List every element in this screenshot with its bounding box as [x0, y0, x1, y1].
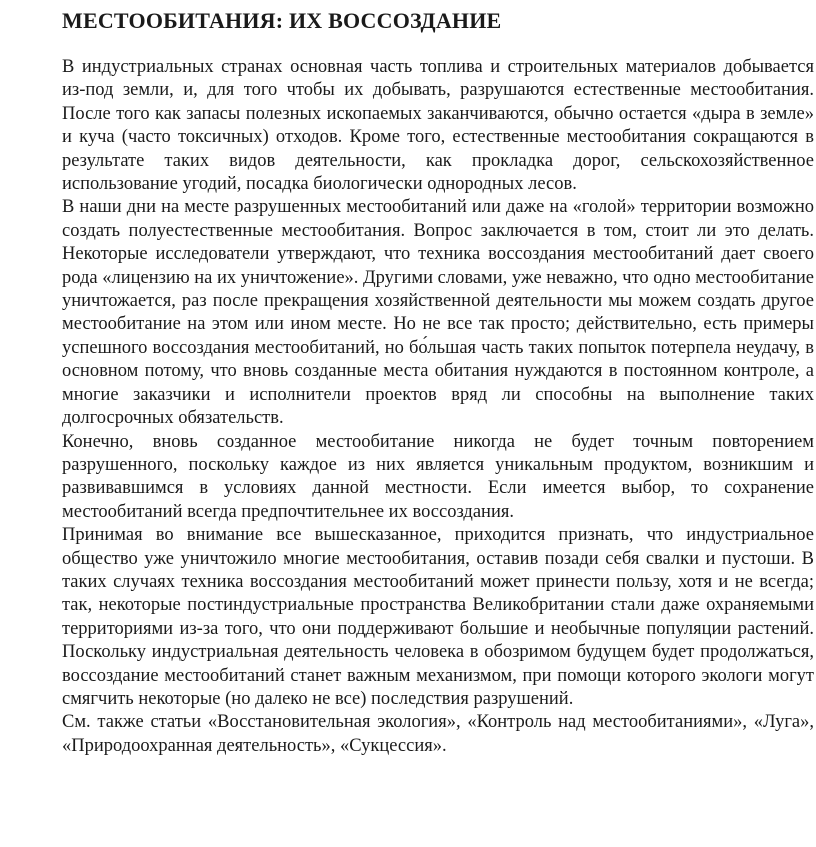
- paragraph-1: В индустриальных странах основная часть топлива и строительных материалов добывается из-под земли, и, для того чтобы их добывать, разрушаются естественные местообитания. После того как запасы полезных ископаемых заканчиваются, обычно остается «дыра в земле» и куча (часто токсичных) отходов. Кроме того, естественные местообитания сокращаются в результате таких видов деятельности, как прокладка дорог, сельскохозяйственное использование угодий, посадка биологически однородных лесов.: [62, 57, 814, 195]
- paragraph-3: Конечно, вновь созданное местообитание никогда не будет точным повторением разрушенного, поскольку каждое из них является уникальным продуктом, возникшим и развивавшимся в условиях данной местности. Если имеется выбор, то сохранение местообитаний всегда предпочтительнее их воссоздания.: [62, 431, 814, 522]
- paragraph-2: В наши дни на месте разрушенных местообитаний или даже на «голой» территории возможно создать полуестественные местообитания. Вопрос заключается в том, стоит ли это делать. Некоторые исследователи утверждают, что техника воссоздания местообитаний дает своего рода «лицензию на их уничтожение». Другими словами, уже неважно, что одно местообитание уничтожается, раз после прекращения хозяйственной деятельности мы можем создать другое местообитание на этом или ином месте. Но не все так просто; действительно, есть примеры успешного воссоздания местообитаний, но бо́льшая часть таких попыток потерпела неудачу, в основном потому, что вновь созданные места обитания нуждаются в постоянном контроле, а многие заказчики и исполнители проектов вряд ли способны на выполнение таких долгосрочных обязательств.: [62, 197, 814, 429]
- see-also-paragraph: См. также статьи «Восстановительная экология», «Контроль над местообитаниями», «Луга», «Природоохранная деятельность», «Сукцессия».: [62, 712, 814, 756]
- paragraph-4: Принимая во внимание все вышесказанное, приходится признать, что индустриальное общество уже уничтожило многие местообитания, оставив позади себя свалки и пустоши. В таких случаях техника воссоздания местообитаний может принести пользу, хотя и не всегда; так, некоторые постиндустриальные пространства Великобритании стали даже охраняемыми территориями из-за того, что они поддерживают большие и необычные популяции растений. Поскольку индустриальная деятельность человека в обозримом будущем будет продолжаться, воссоздание местообитаний станет важным механизмом, при помощи которого экологи могут смягчить некоторые (но далеко не все) последствия разрушений.: [62, 525, 814, 709]
- page-title: МЕСТООБИТАНИЯ: ИХ ВОССОЗДАНИЕ: [62, 8, 502, 33]
- document-page: [62, 0, 814, 758]
